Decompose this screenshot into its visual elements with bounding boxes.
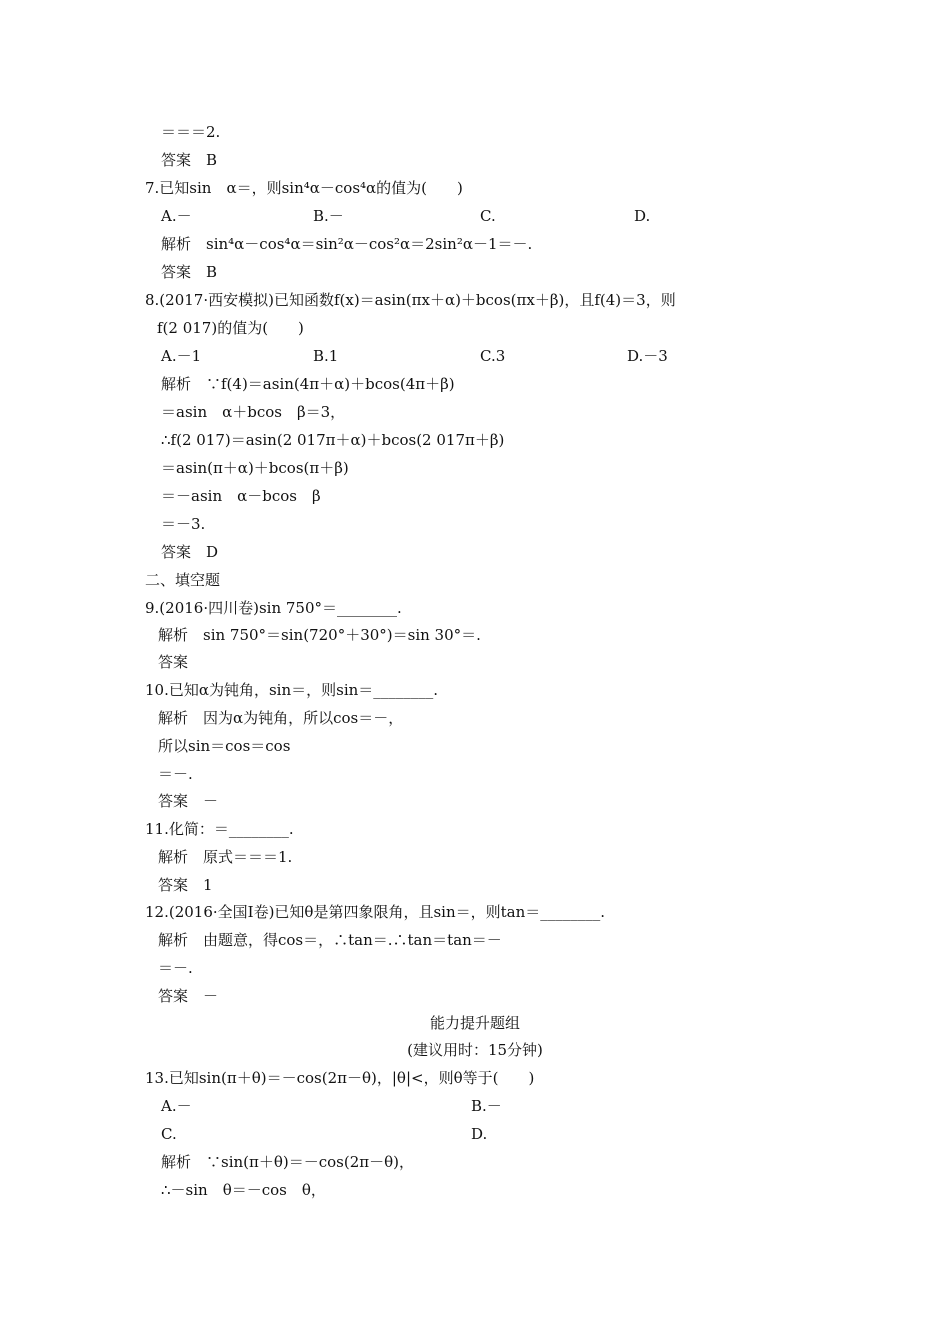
question-8-stem: 8.(2017·西安模拟)已知函数f(x)＝asin(πx＋α)＋bcos(πx＋β)，且f(4)＝3，则 bbox=[145, 291, 676, 309]
q7-answer: 答案 B bbox=[161, 263, 218, 281]
q8-option-a: A.－1 bbox=[161, 347, 202, 365]
q8-option-c: C.3 bbox=[480, 347, 506, 365]
solution-line: ＝＝＝2. bbox=[161, 123, 221, 141]
q7-option-a: A.－ bbox=[161, 207, 192, 225]
q13-option-c: C. bbox=[161, 1125, 177, 1143]
q10-solution-line: 解析 因为α为钝角，所以cos＝－， bbox=[158, 709, 404, 727]
q13-solution-line: 解析 ∵sin(π＋θ)＝－cos(2π－θ)， bbox=[161, 1153, 415, 1171]
q12-answer: 答案 － bbox=[158, 987, 219, 1005]
q7-option-b: B.－ bbox=[313, 207, 344, 225]
group-time: (建议用时：15分钟) bbox=[407, 1041, 543, 1059]
q13-solution-line: ∴－sin θ＝－cos θ， bbox=[161, 1181, 326, 1199]
q8-option-d: D.－3 bbox=[627, 347, 668, 365]
q8-solution-line: ＝asin α＋bcos β＝3， bbox=[161, 403, 346, 421]
q8-solution-line: ＝－3. bbox=[161, 515, 206, 533]
q13-option-d: D. bbox=[471, 1125, 488, 1143]
q8-solution-line: 解析 ∵f(4)＝asin(4π＋α)＋bcos(4π＋β) bbox=[161, 375, 455, 393]
q12-solution-line: 解析 由题意，得cos＝，∴tan＝.∴tan＝tan＝－ bbox=[158, 931, 502, 949]
question-12-stem: 12.(2016·全国Ⅰ卷)已知θ是第四象限角，且sin＝，则tan＝________. bbox=[145, 903, 606, 921]
question-7-stem: 7.已知sin α＝，则sin⁴α－cos⁴α的值为( ) bbox=[145, 179, 463, 197]
q9-answer: 答案 bbox=[158, 653, 189, 671]
q7-solution: 解析 sin⁴α－cos⁴α＝sin²α－cos²α＝2sin²α－1＝－. bbox=[161, 235, 533, 253]
q9-solution: 解析 sin 750°＝sin(720°＋30°)＝sin 30°＝. bbox=[158, 626, 481, 644]
answer-line: 答案 B bbox=[161, 151, 218, 169]
q10-answer: 答案 － bbox=[158, 792, 219, 810]
question-8-stem-cont: f(2 017)的值为( ) bbox=[157, 319, 304, 337]
q8-answer: 答案 D bbox=[161, 543, 219, 561]
q12-solution-line: ＝－. bbox=[158, 959, 193, 977]
q11-solution: 解析 原式＝＝＝1. bbox=[158, 848, 293, 866]
q8-option-b: B.1 bbox=[313, 347, 339, 365]
section-heading: 二、填空题 bbox=[145, 571, 221, 589]
q8-solution-line: ∴f(2 017)＝asin(2 017π＋α)＋bcos(2 017π＋β) bbox=[161, 431, 505, 449]
group-title: 能力提升题组 bbox=[429, 1014, 520, 1032]
q8-solution-line: ＝asin(π＋α)＋bcos(π＋β) bbox=[161, 459, 349, 477]
question-10-stem: 10.已知α为钝角，sin＝，则sin＝________. bbox=[145, 681, 439, 699]
q13-option-b: B.－ bbox=[471, 1097, 502, 1115]
q13-option-a: A.－ bbox=[161, 1097, 192, 1115]
question-13-stem: 13.已知sin(π＋θ)＝－cos(2π－θ)，|θ|<，则θ等于( ) bbox=[145, 1069, 535, 1087]
q11-answer: 答案 1 bbox=[158, 876, 213, 894]
q8-solution-line: ＝－asin α－bcos β bbox=[161, 487, 321, 505]
q7-option-c: C. bbox=[480, 207, 496, 225]
q10-solution-line: ＝－. bbox=[158, 765, 193, 783]
question-9-stem: 9.(2016·四川卷)sin 750°＝________. bbox=[145, 599, 402, 617]
question-11-stem: 11.化简：＝________. bbox=[145, 820, 294, 838]
q10-solution-line: 所以sin＝cos＝cos bbox=[158, 737, 291, 755]
q7-option-d: D. bbox=[634, 207, 651, 225]
